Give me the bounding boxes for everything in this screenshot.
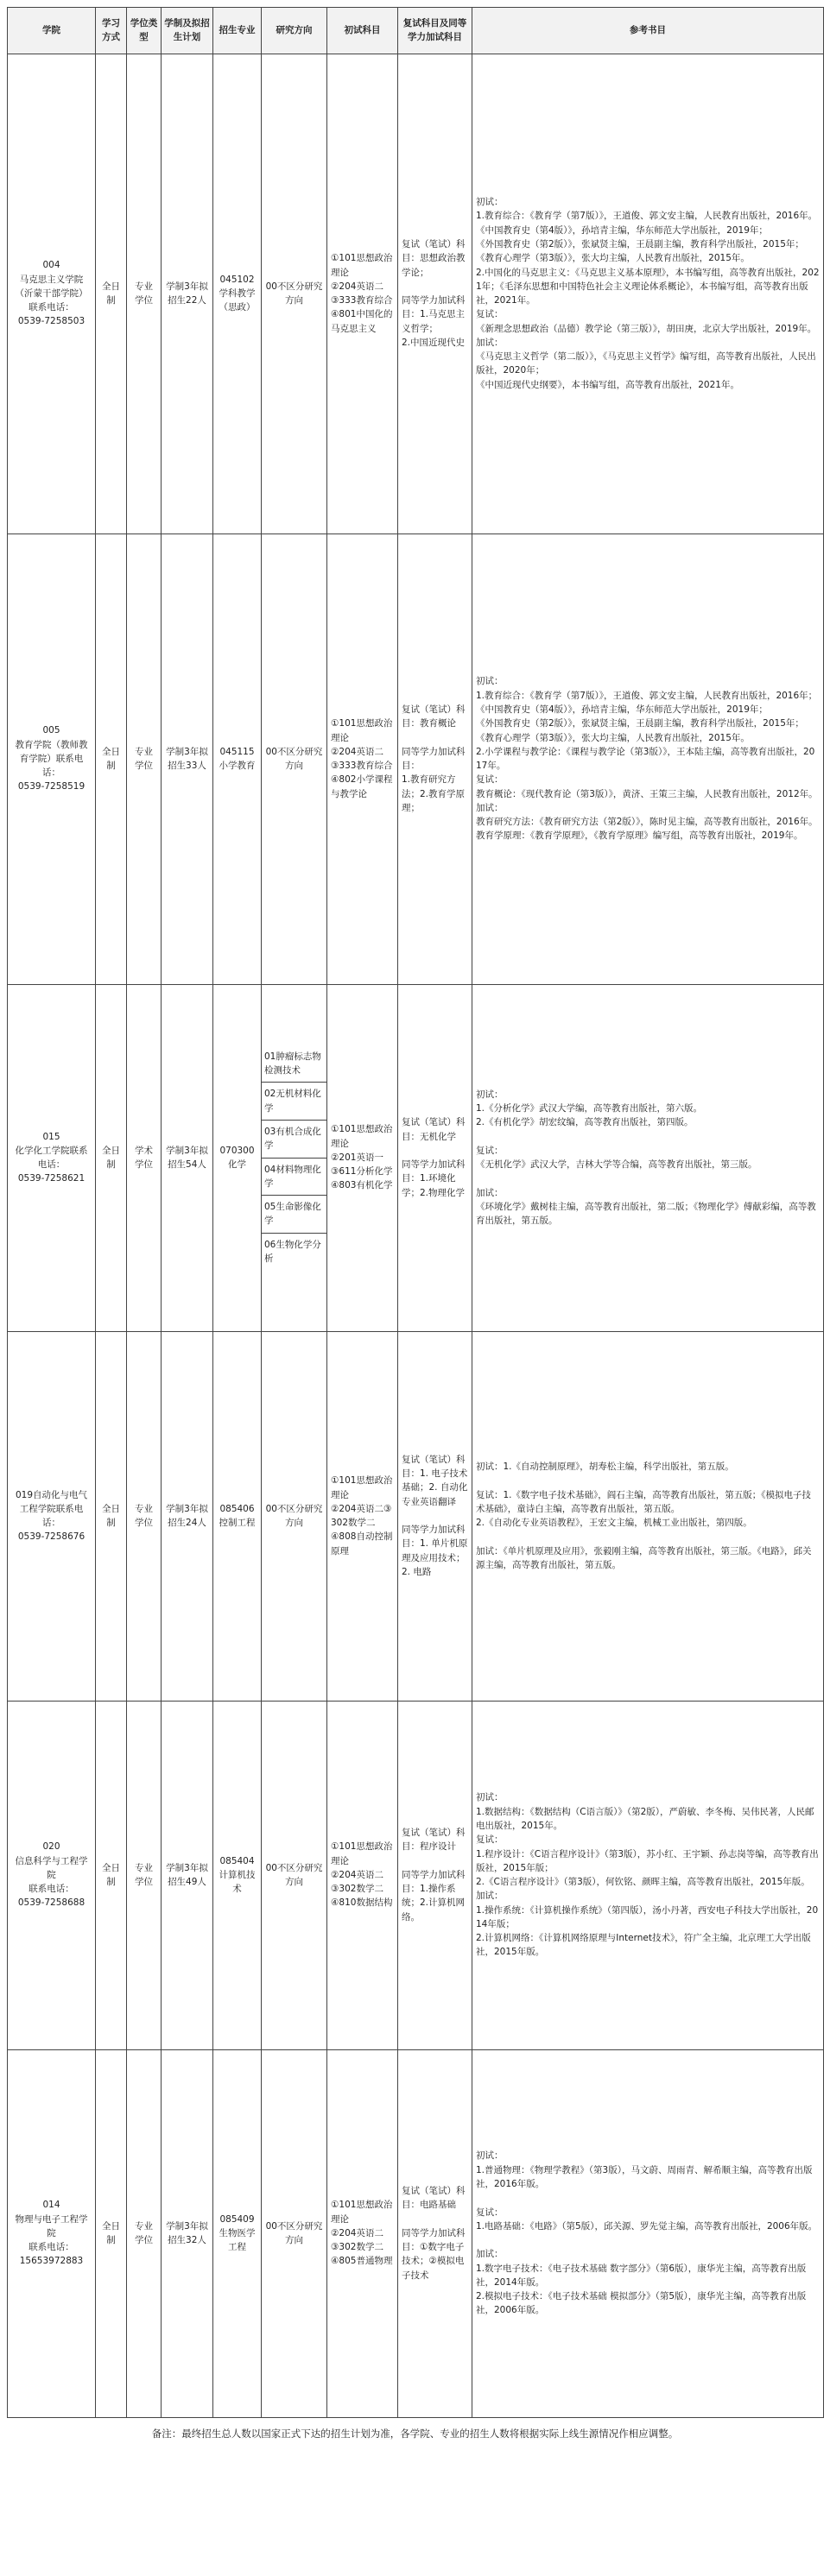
degree-type-cell: 专业学位 — [127, 2049, 162, 2417]
direction-item: 03有机合成化学 — [262, 1121, 326, 1159]
study-mode-cell: 全日制 — [96, 1701, 127, 2049]
reference-books-cell: 初试： 1.数据结构：《数据结构（C语言版）》（第2版），严蔚敏、李冬梅、吴伟民著，人民邮电出版社，2015年。 复试： 1.程序设计：《C语言程序设计》（第3版），苏小红、王宇颖、孙志岗等编，高等教育出版社，2015年版； 2.《C语言程序设计》（第3版），何钦铭、颜晖主编，高等教育出版社，2015年版。 加试： 1.操作系统：《计算机操作系统》（第四版），汤小丹著，西安电子科技大学出版社，2014年版； 2.计算机网络：《计算机网络原理与Internet技术》，符广全主编，北京理工大学出版社，2015年版。 — [472, 1701, 824, 2049]
degree-type-cell: 学术学位 — [127, 984, 162, 1331]
direction-list-cell — [262, 984, 327, 1331]
direction-item: 04材料物理化学 — [262, 1159, 326, 1196]
direction-item: 02无机材料化学 — [262, 1083, 326, 1121]
college-cell: 019自动化与电气工程学院联系电话： 0539-7258676 — [8, 1331, 96, 1701]
study-mode-cell: 全日制 — [96, 54, 127, 534]
header-major: 招生专业 — [213, 8, 262, 54]
direction-cell: 00不区分研究方向 — [262, 54, 327, 534]
degree-type-cell: 专业学位 — [127, 1701, 162, 2049]
header-plan: 学制及拟招生计划 — [162, 8, 213, 54]
exam-subjects-cell: ①101思想政治理论 ②204英语二 ③302数学二 ④805普通物理 — [327, 2049, 398, 2417]
study-mode-cell: 全日制 — [96, 1331, 127, 1701]
table-row — [8, 984, 824, 1331]
exam-subjects-cell: ①101思想政治理论 ②201英语一 ③611分析化学 ④803有机化学 — [327, 984, 398, 1331]
direction-item: 05生命影像化学 — [262, 1196, 326, 1234]
admissions-table — [7, 7, 824, 2418]
plan-cell: 学制3年拟招生24人 — [162, 1331, 213, 1701]
retest-subjects-cell: 复试（笔试）科目：电路基础 同等学力加试科目：①数字电子技术；②模拟电子技术 — [398, 2049, 472, 2417]
exam-subjects-cell: ①101思想政治理论 ②204英语二 ③302数学二 ④810数据结构 — [327, 1701, 398, 2049]
plan-cell: 学制3年拟招生49人 — [162, 1701, 213, 2049]
header-reference-books: 参考书目 — [472, 8, 824, 54]
major-cell: 085409生物医学工程 — [213, 2049, 262, 2417]
major-cell: 045102学科教学（思政） — [213, 54, 262, 534]
direction-cell: 00不区分研究方向 — [262, 1701, 327, 2049]
college-cell: 015 化学化工学院联系电话： 0539-7258621 — [8, 984, 96, 1331]
retest-subjects-cell: 复试（笔试）科目：思想政治教学论； 同等学力加试科目：1.马克思主义哲学； 2.中国近现代史 — [398, 54, 472, 534]
header-exam-subjects: 初试科目 — [327, 8, 398, 54]
table-row — [8, 54, 824, 534]
header-college: 学院 — [8, 8, 96, 54]
plan-cell: 学制3年拟招生33人 — [162, 534, 213, 984]
college-cell: 004 马克思主义学院（沂蒙干部学院）联系电话： 0539-7258503 — [8, 54, 96, 534]
header-retest-subjects: 复试科目及同等学力加试科目 — [398, 8, 472, 54]
college-cell: 014 物理与电子工程学院 联系电话： 15653972883 — [8, 2049, 96, 2417]
retest-subjects-cell: 复试（笔试）科目：教育概论 同等学力加试科目： 1.教育研究方法；2.教育学原理； — [398, 534, 472, 984]
reference-books-cell: 初试： 1.教育综合：《教育学（第7版）》，王道俊、郭文安主编，人民教育出版社，2016年。 《中国教育史（第4版）》，孙培青主编，华东师范大学出版社，2019年； 《外国教育史（第2版）》，张斌贤主编，王晨副主编，教育科学出版社，2015年； 《教育心理学（第3版）》，张大均主编，人民教育出版社，2015年。 2.中国化的马克思主义：《马克思主义基本原理》，本书编写组，高等教育出版社，2021年；《毛泽东思想和中国特色社会主义理论体系概论》，本书编写组，高等教育出版社，2021年。 复试： 《新理念思想政治（品德）教学论（第三版）》，胡田庚，北京大学出版社，2019年。 加试： 《马克思主义哲学（第二版）》，《马克思主义哲学》编写组，高等教育出版社，人民出版社，2020年； 《中国近现代史纲要》，本书编写组，高等教育出版社，2021年。 — [472, 54, 824, 534]
retest-subjects-cell: 复试（笔试）科目：1. 电子技术基础；2. 自动化专业英语翻译 同等学力加试科目：1. 单片机原理及应用技术；2. 电路 — [398, 1331, 472, 1701]
exam-subjects-cell: ①101思想政治理论 ②204英语二 ③333教育综合 ④801中国化的马克思主义 — [327, 54, 398, 534]
major-cell: 045115小学教育 — [213, 534, 262, 984]
major-cell: 070300化学 — [213, 984, 262, 1331]
plan-cell: 学制3年拟招生54人 — [162, 984, 213, 1331]
table-row — [8, 1331, 824, 1701]
study-mode-cell: 全日制 — [96, 2049, 127, 2417]
reference-books-cell: 初试： 1.教育综合：《教育学（第7版）》，王道俊、郭文安主编，人民教育出版社，2016年； 《中国教育史（第4版）》，孙培青主编，华东师范大学出版社，2019年； 《外国教育史（第2版）》，张斌贤主编，王晨副主编，教育科学出版社，2015年； 《教育心理学（第3版）》，张大均主编，人民教育出版社，2015年。 2.小学课程与教学论：《课程与教学论（第3版）》，王本陆主编，高等教育出版社，2017年。 复试： 教育概论：《现代教育论（第3版）》，黄济、王策三主编，人民教育出版社，2012年。 加试： 教育研究方法：《教育研究方法（第2版）》，陈时见主编，高等教育出版社，2016年。 教育学原理：《教育学原理》，《教育学原理》编写组，高等教育出版社，2019年。 — [472, 534, 824, 984]
degree-type-cell: 专业学位 — [127, 534, 162, 984]
table-row — [8, 2049, 824, 2417]
exam-subjects-cell: ①101思想政治理论 ②204英语二 ③333教育综合 ④802小学课程与教学论 — [327, 534, 398, 984]
direction-item: 06生物化学分析 — [264, 1239, 321, 1264]
table-row — [8, 534, 824, 984]
plan-cell: 学制3年拟招生22人 — [162, 54, 213, 534]
study-mode-cell: 全日制 — [96, 534, 127, 984]
header-study-mode: 学习方式 — [96, 8, 127, 54]
exam-subjects-cell: ①101思想政治理论 ②204英语二③302数学二 ④808自动控制原理 — [327, 1331, 398, 1701]
retest-subjects-cell: 复试（笔试）科目：无机化学 同等学力加试科目：1.环境化学；2.物理化学 — [398, 984, 472, 1331]
direction-cell: 00不区分研究方向 — [262, 534, 327, 984]
reference-books-cell: 初试：1.《自动控制原理》，胡寿松主编，科学出版社，第五版。 复试：1.《数字电子技术基础》，阎石主编，高等教育出版社，第五版；《模拟电子技术基础》，童诗白主编，高等教育出版社，第五版。 2.《自动化专业英语教程》，王宏文主编，机械工业出版社，第四版。 加试：《单片机原理及应用》，张毅刚主编，高等教育出版社，第三版。《电路》，邱关源主编，高等教育出版社，第五版。 — [472, 1331, 824, 1701]
direction-cell: 00不区分研究方向 — [262, 1331, 327, 1701]
study-mode-cell: 全日制 — [96, 984, 127, 1331]
admissions-table-page — [7, 7, 823, 2440]
header-row — [8, 8, 824, 54]
header-direction: 研究方向 — [262, 8, 327, 54]
direction-list — [262, 1045, 326, 1270]
table-row — [8, 1701, 824, 2049]
direction-cell: 00不区分研究方向 — [262, 2049, 327, 2417]
footnote: 备注：最终招生总人数以国家正式下达的招生计划为准，各学院、专业的招生人数将根据实际上线生源情况作相应调整。 — [151, 2427, 679, 2440]
college-cell: 020 信息科学与工程学院 联系电话： 0539-7258688 — [8, 1701, 96, 2049]
plan-cell: 学制3年拟招生32人 — [162, 2049, 213, 2417]
reference-books-cell: 初试： 1.《分析化学》武汉大学编，高等教育出版社，第六版。 2.《有机化学》胡宏纹编，高等教育出版社，第四版。 复试： 《无机化学》武汉大学，吉林大学等合编，高等教育出版社，第三版。 加试： 《环境化学》戴树桂主编，高等教育出版社，第二版；《物理化学》傅献彩编，高等教育出版社，第五版。 — [472, 984, 824, 1331]
header-degree-type: 学位类型 — [127, 8, 162, 54]
degree-type-cell: 专业学位 — [127, 1331, 162, 1701]
degree-type-cell: 专业学位 — [127, 54, 162, 534]
major-cell: 085404计算机技术 — [213, 1701, 262, 2049]
college-cell: 005 教育学院（教师教育学院）联系电话： 0539-7258519 — [8, 534, 96, 984]
retest-subjects-cell: 复试（笔试）科目：程序设计 同等学力加试科目：1.操作系统；2.计算机网络。 — [398, 1701, 472, 2049]
reference-books-cell: 初试： 1.普通物理：《物理学教程》（第3版），马文蔚、周雨青、解希顺主编，高等教育出版社，2016年版。 复试： 1.电路基础：《电路》（第5版），邱关源、罗先觉主编，高等教育出版社，2006年版。 加试： 1.数字电子技术：《电子技术基础 数字部分》（第6版），康华光主编，高等教育出版社，2014年版。 2.模拟电子技术：《电子技术基础 模拟部分》（第5版），康华光主编，高等教育出版社，2006年版。 — [472, 2049, 824, 2417]
major-cell: 085406控制工程 — [213, 1331, 262, 1701]
direction-item: 01肿瘤标志物检测技术 — [262, 1045, 326, 1083]
